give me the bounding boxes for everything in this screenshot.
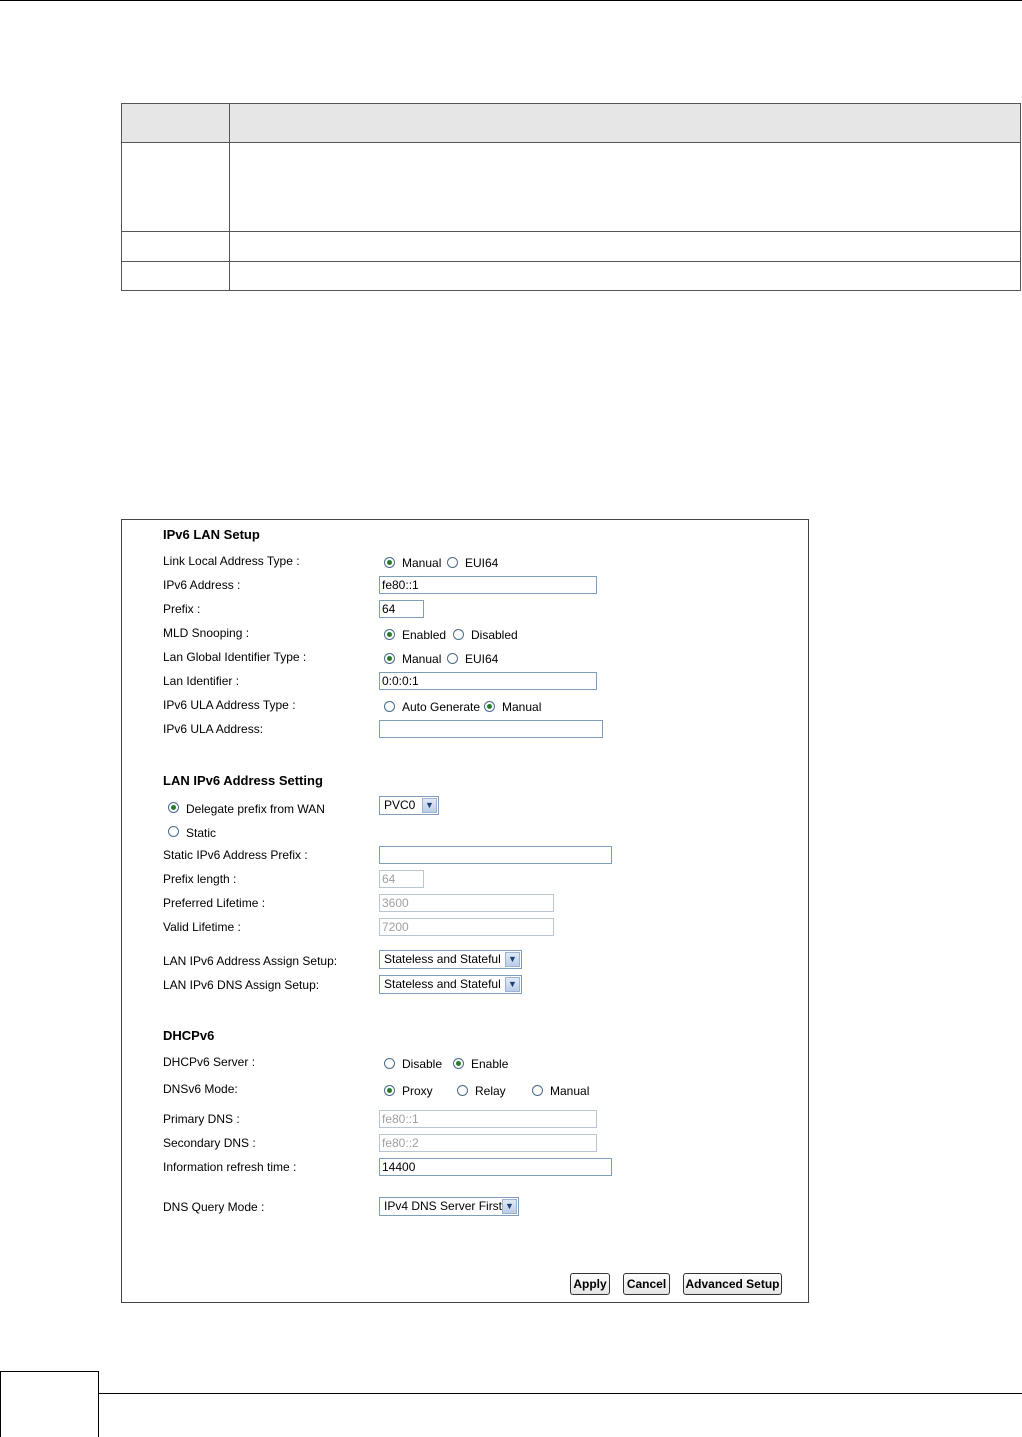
address-assign-select-value: Stateless and Stateful bbox=[384, 952, 501, 966]
address-assign-label: LAN IPv6 Address Assign Setup: bbox=[163, 954, 338, 968]
header-rule bbox=[0, 0, 1022, 1]
delegate-wan-select[interactable] bbox=[379, 796, 439, 815]
dhcpv6-enable-label: Enable bbox=[471, 1057, 509, 1071]
ula-type-label: IPv6 ULA Address Type : bbox=[163, 698, 296, 712]
section-title-ipv6-lan-setup: IPv6 LAN Setup bbox=[163, 527, 260, 542]
static-radio[interactable] bbox=[168, 826, 179, 837]
ipv6-address-input[interactable]: fe80::1 bbox=[379, 576, 597, 594]
delegate-wan-select-value: PVC0 bbox=[384, 798, 416, 812]
chevron-down-icon: ▼ bbox=[422, 798, 437, 813]
link-local-eui64-radio[interactable] bbox=[447, 557, 458, 568]
page-number-box bbox=[0, 1371, 99, 1437]
refresh-time-input[interactable]: 14400 bbox=[379, 1158, 612, 1176]
dns-query-mode-label: DNS Query Mode : bbox=[163, 1200, 265, 1214]
lan-identifier-input[interactable]: 0:0:0:1 bbox=[379, 672, 597, 690]
ipv6-lan-panel bbox=[121, 519, 809, 1303]
section-title-dhcpv6: DHCPv6 bbox=[163, 1028, 215, 1043]
static-prefix-input[interactable] bbox=[379, 846, 612, 864]
mld-disabled-radio[interactable] bbox=[453, 629, 464, 640]
link-local-label: Link Local Address Type : bbox=[163, 554, 300, 568]
preferred-lifetime-input[interactable]: 3600 bbox=[379, 894, 554, 912]
lan-global-eui64-label: EUI64 bbox=[465, 652, 499, 666]
static-prefix-label: Static IPv6 Address Prefix : bbox=[163, 848, 308, 862]
dns-assign-select-value: Stateless and Stateful bbox=[384, 977, 501, 991]
preferred-lifetime-label: Preferred Lifetime : bbox=[163, 896, 266, 910]
dns-assign-select[interactable] bbox=[379, 975, 522, 994]
dhcpv6-server-label: DHCPv6 Server : bbox=[163, 1055, 256, 1069]
primary-dns-input[interactable]: fe80::1 bbox=[379, 1110, 597, 1128]
chevron-down-icon: ▼ bbox=[502, 1199, 517, 1214]
lan-global-eui64-radio[interactable] bbox=[447, 653, 458, 664]
dns-query-mode-select[interactable] bbox=[379, 1197, 519, 1216]
address-assign-select[interactable] bbox=[379, 950, 522, 969]
ula-manual-radio[interactable] bbox=[484, 701, 495, 712]
ula-auto-radio[interactable] bbox=[384, 701, 395, 712]
dhcpv6-disable-label: Disable bbox=[402, 1057, 443, 1071]
footer-rule bbox=[0, 1393, 1022, 1394]
ula-manual-label: Manual bbox=[502, 700, 542, 714]
dhcpv6-enable-radio[interactable] bbox=[453, 1058, 464, 1069]
mld-enabled-label: Enabled bbox=[402, 628, 447, 642]
link-local-manual-label: Manual bbox=[402, 556, 442, 570]
static-label: Static bbox=[186, 826, 217, 840]
dns-mode-relay-radio[interactable] bbox=[457, 1085, 468, 1096]
primary-dns-label: Primary DNS : bbox=[163, 1112, 240, 1126]
chevron-down-icon: ▼ bbox=[505, 977, 520, 992]
section-title-lan-ipv6-address-setting: LAN IPv6 Address Setting bbox=[163, 773, 323, 788]
description-table bbox=[121, 103, 1021, 291]
chevron-down-icon: ▼ bbox=[505, 952, 520, 967]
dns-mode-manual-radio[interactable] bbox=[532, 1085, 543, 1096]
prefix-label: Prefix : bbox=[163, 602, 201, 616]
lan-identifier-label: Lan Identifier : bbox=[163, 674, 240, 688]
table-row-divider bbox=[122, 231, 1020, 232]
apply-button[interactable]: Apply bbox=[570, 1273, 610, 1295]
secondary-dns-input[interactable]: fe80::2 bbox=[379, 1134, 597, 1152]
dns-mode-manual-label: Manual bbox=[550, 1084, 590, 1098]
cancel-button[interactable]: Cancel bbox=[623, 1273, 670, 1295]
refresh-time-label: Information refresh time : bbox=[163, 1160, 297, 1174]
lan-global-label: Lan Global Identifier Type : bbox=[163, 650, 307, 664]
dns-assign-label: LAN IPv6 DNS Assign Setup: bbox=[163, 978, 320, 992]
dnsv6-mode-label: DNSv6 Mode: bbox=[163, 1082, 238, 1096]
table-column-divider bbox=[229, 104, 230, 290]
link-local-manual-radio[interactable] bbox=[384, 557, 395, 568]
lan-global-manual-label: Manual bbox=[402, 652, 442, 666]
dns-mode-relay-label: Relay bbox=[475, 1084, 506, 1098]
valid-lifetime-label: Valid Lifetime : bbox=[163, 920, 241, 934]
advanced-setup-button[interactable]: Advanced Setup bbox=[683, 1273, 782, 1295]
mld-enabled-radio[interactable] bbox=[384, 629, 395, 640]
table-row-divider bbox=[122, 261, 1020, 262]
link-local-eui64-label: EUI64 bbox=[465, 556, 499, 570]
delegate-prefix-label: Delegate prefix from WAN bbox=[186, 802, 325, 816]
prefix-length-input[interactable]: 64 bbox=[379, 870, 424, 888]
dhcpv6-disable-radio[interactable] bbox=[384, 1058, 395, 1069]
dns-mode-proxy-label: Proxy bbox=[402, 1084, 433, 1098]
mld-snooping-label: MLD Snooping : bbox=[163, 626, 250, 640]
secondary-dns-label: Secondary DNS : bbox=[163, 1136, 256, 1150]
table-header-row bbox=[122, 104, 1020, 143]
valid-lifetime-input[interactable]: 7200 bbox=[379, 918, 554, 936]
ula-auto-label: Auto Generate bbox=[402, 700, 481, 714]
ipv6-address-label: IPv6 Address : bbox=[163, 578, 241, 592]
ula-address-label: IPv6 ULA Address: bbox=[163, 722, 264, 736]
prefix-length-label: Prefix length : bbox=[163, 872, 237, 886]
dns-query-mode-select-value: IPv4 DNS Server First bbox=[384, 1199, 503, 1213]
prefix-input[interactable]: 64 bbox=[379, 600, 424, 618]
delegate-prefix-radio[interactable] bbox=[168, 802, 179, 813]
ula-address-input[interactable] bbox=[379, 720, 603, 738]
lan-global-manual-radio[interactable] bbox=[384, 653, 395, 664]
dns-mode-proxy-radio[interactable] bbox=[384, 1085, 395, 1096]
mld-disabled-label: Disabled bbox=[471, 628, 518, 642]
